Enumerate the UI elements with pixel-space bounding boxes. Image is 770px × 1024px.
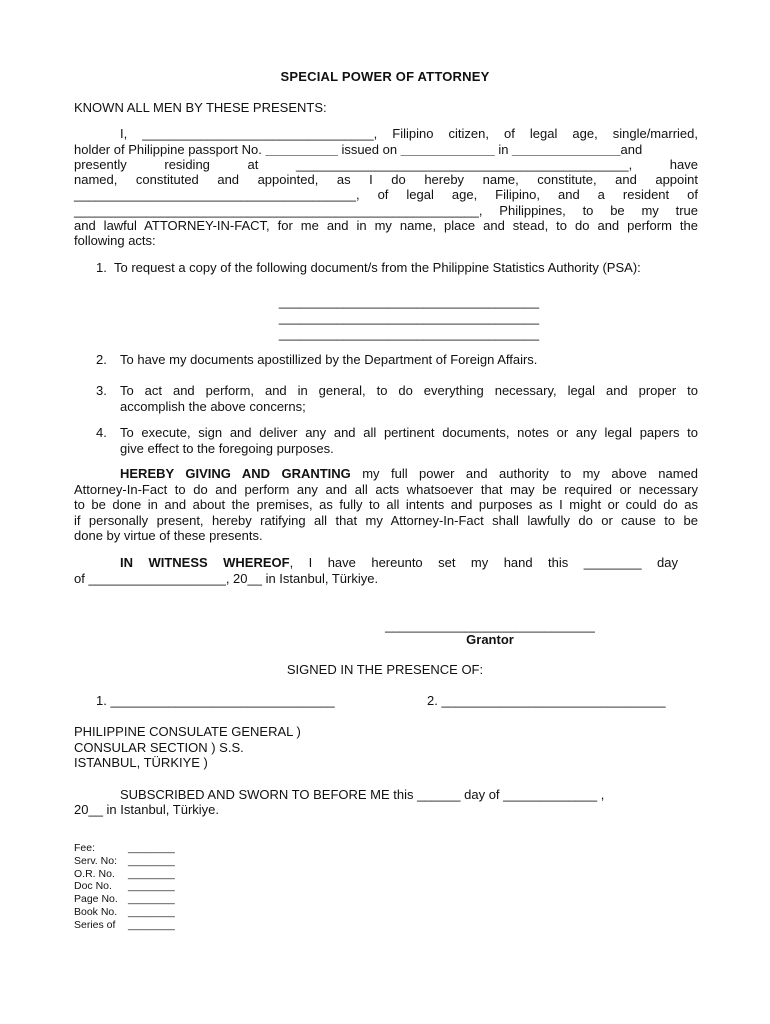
fee-row: Fee: ________ (74, 842, 175, 854)
book-no-row: Book No. ________ (74, 906, 175, 918)
document-blank-1: ____________________________________ (278, 294, 540, 309)
act-1-text: To request a copy of the following document/s from the Philippine Statistics Authority (PSA): (114, 260, 641, 275)
signed-presence-heading: SIGNED IN THE PRESENCE OF: (286, 662, 484, 677)
act-3-number: 3. (96, 383, 107, 398)
act-1-number: 1. (96, 260, 107, 275)
doc-no-row: Doc No. ________ (74, 880, 175, 893)
serv-no-row: Serv. No: ________ (74, 854, 175, 867)
granting-line-2: Attorney-In-Fact to do and perform any and all acts whatsoever that may be required or necessary (74, 482, 698, 497)
body-line-5: _______________________________________, of legal age, Filipino, and a resident of (74, 187, 698, 202)
sworn-line-1: SUBSCRIBED AND SWORN TO BEFORE ME this ______ day of _____________ , (120, 787, 605, 802)
grantor-signature-line: _____________________________ (385, 618, 595, 633)
act-4-number: 4. (96, 425, 107, 440)
document-blank-3: ____________________________________ (278, 326, 540, 341)
series-of-row: Series of ________ (74, 918, 175, 931)
issued-on-blank: _____________ (400, 142, 495, 157)
body-line-1: I, ________________________________, Filipino citizen, of legal age, single/married, (120, 126, 698, 141)
granting-line-4: if personally present, hereby ratifying all that my Attorney-In-Fact shall lawfully do or cause to be (74, 513, 698, 528)
intro-heading: KNOWN ALL MEN BY THESE PRESENTS: (74, 100, 327, 115)
document-blank-2: ____________________________________ (278, 310, 540, 325)
passport-no-blank: __________ (265, 142, 338, 157)
act-2-text: To have my documents apostillized by the Department of Foreign Affairs. (120, 352, 538, 367)
body-line-8: following acts: (74, 233, 156, 248)
granting-line-1: HEREBY GIVING AND GRANTING my full power and authority to my above named (120, 466, 698, 481)
venue-line-3: ISTANBUL, TÜRKIYE ) (74, 755, 208, 770)
body-line-6: ________________________________________________________, Philippines, to be my true (74, 203, 698, 218)
act-3-line-2: accomplish the above concerns; (120, 399, 306, 414)
venue-line-2: CONSULAR SECTION ) S.S. (74, 740, 244, 755)
body-line-4: named, constituted and appointed, as I do hereby name, constitute, and appoint (74, 172, 698, 187)
issued-in-blank: _______________ (512, 142, 621, 157)
witness-line-2: of ___________________, 20__ in Istanbul, Türkiye. (74, 571, 379, 586)
body-line-3: presently residing at ______________________________________________, have (74, 157, 698, 172)
granting-line-5: done by virtue of these presents. (74, 528, 263, 543)
sworn-line-2: 20__ in Istanbul, Türkiye. (74, 802, 220, 817)
act-2-number: 2. (96, 352, 107, 367)
granting-line-3: to be done in and about the premises, as fully to all intents and purposes as I might or could do as (74, 497, 698, 512)
document-title: SPECIAL POWER OF ATTORNEY (280, 69, 490, 84)
witness-1-line: 1. _______________________________ (96, 693, 335, 708)
body-line-7: and lawful ATTORNEY-IN-FACT, for me and in my name, place and stead, to do and perform the (74, 218, 698, 233)
grantor-label: Grantor (466, 632, 514, 647)
witness-line-1: IN WITNESS WHEREOF, I have hereunto set my hand this ________ day (120, 555, 678, 570)
venue-line-1: PHILIPPINE CONSULATE GENERAL ) (74, 724, 301, 739)
act-3-line-1: To act and perform, and in general, to do everything necessary, legal and proper to (120, 383, 698, 398)
page-no-row: Page No. ________ (74, 893, 175, 906)
act-4-line-1: To execute, sign and deliver any and all pertinent documents, notes or any legal papers to (120, 425, 698, 440)
or-no-row: O.R. No. ________ (74, 867, 175, 880)
act-4-line-2: give effect to the foregoing purposes. (120, 441, 334, 456)
witness-2-line: 2. _______________________________ (427, 693, 666, 708)
body-line-2: holder of Philippine passport No. __________ issued on _____________ in _______________and (74, 142, 643, 157)
